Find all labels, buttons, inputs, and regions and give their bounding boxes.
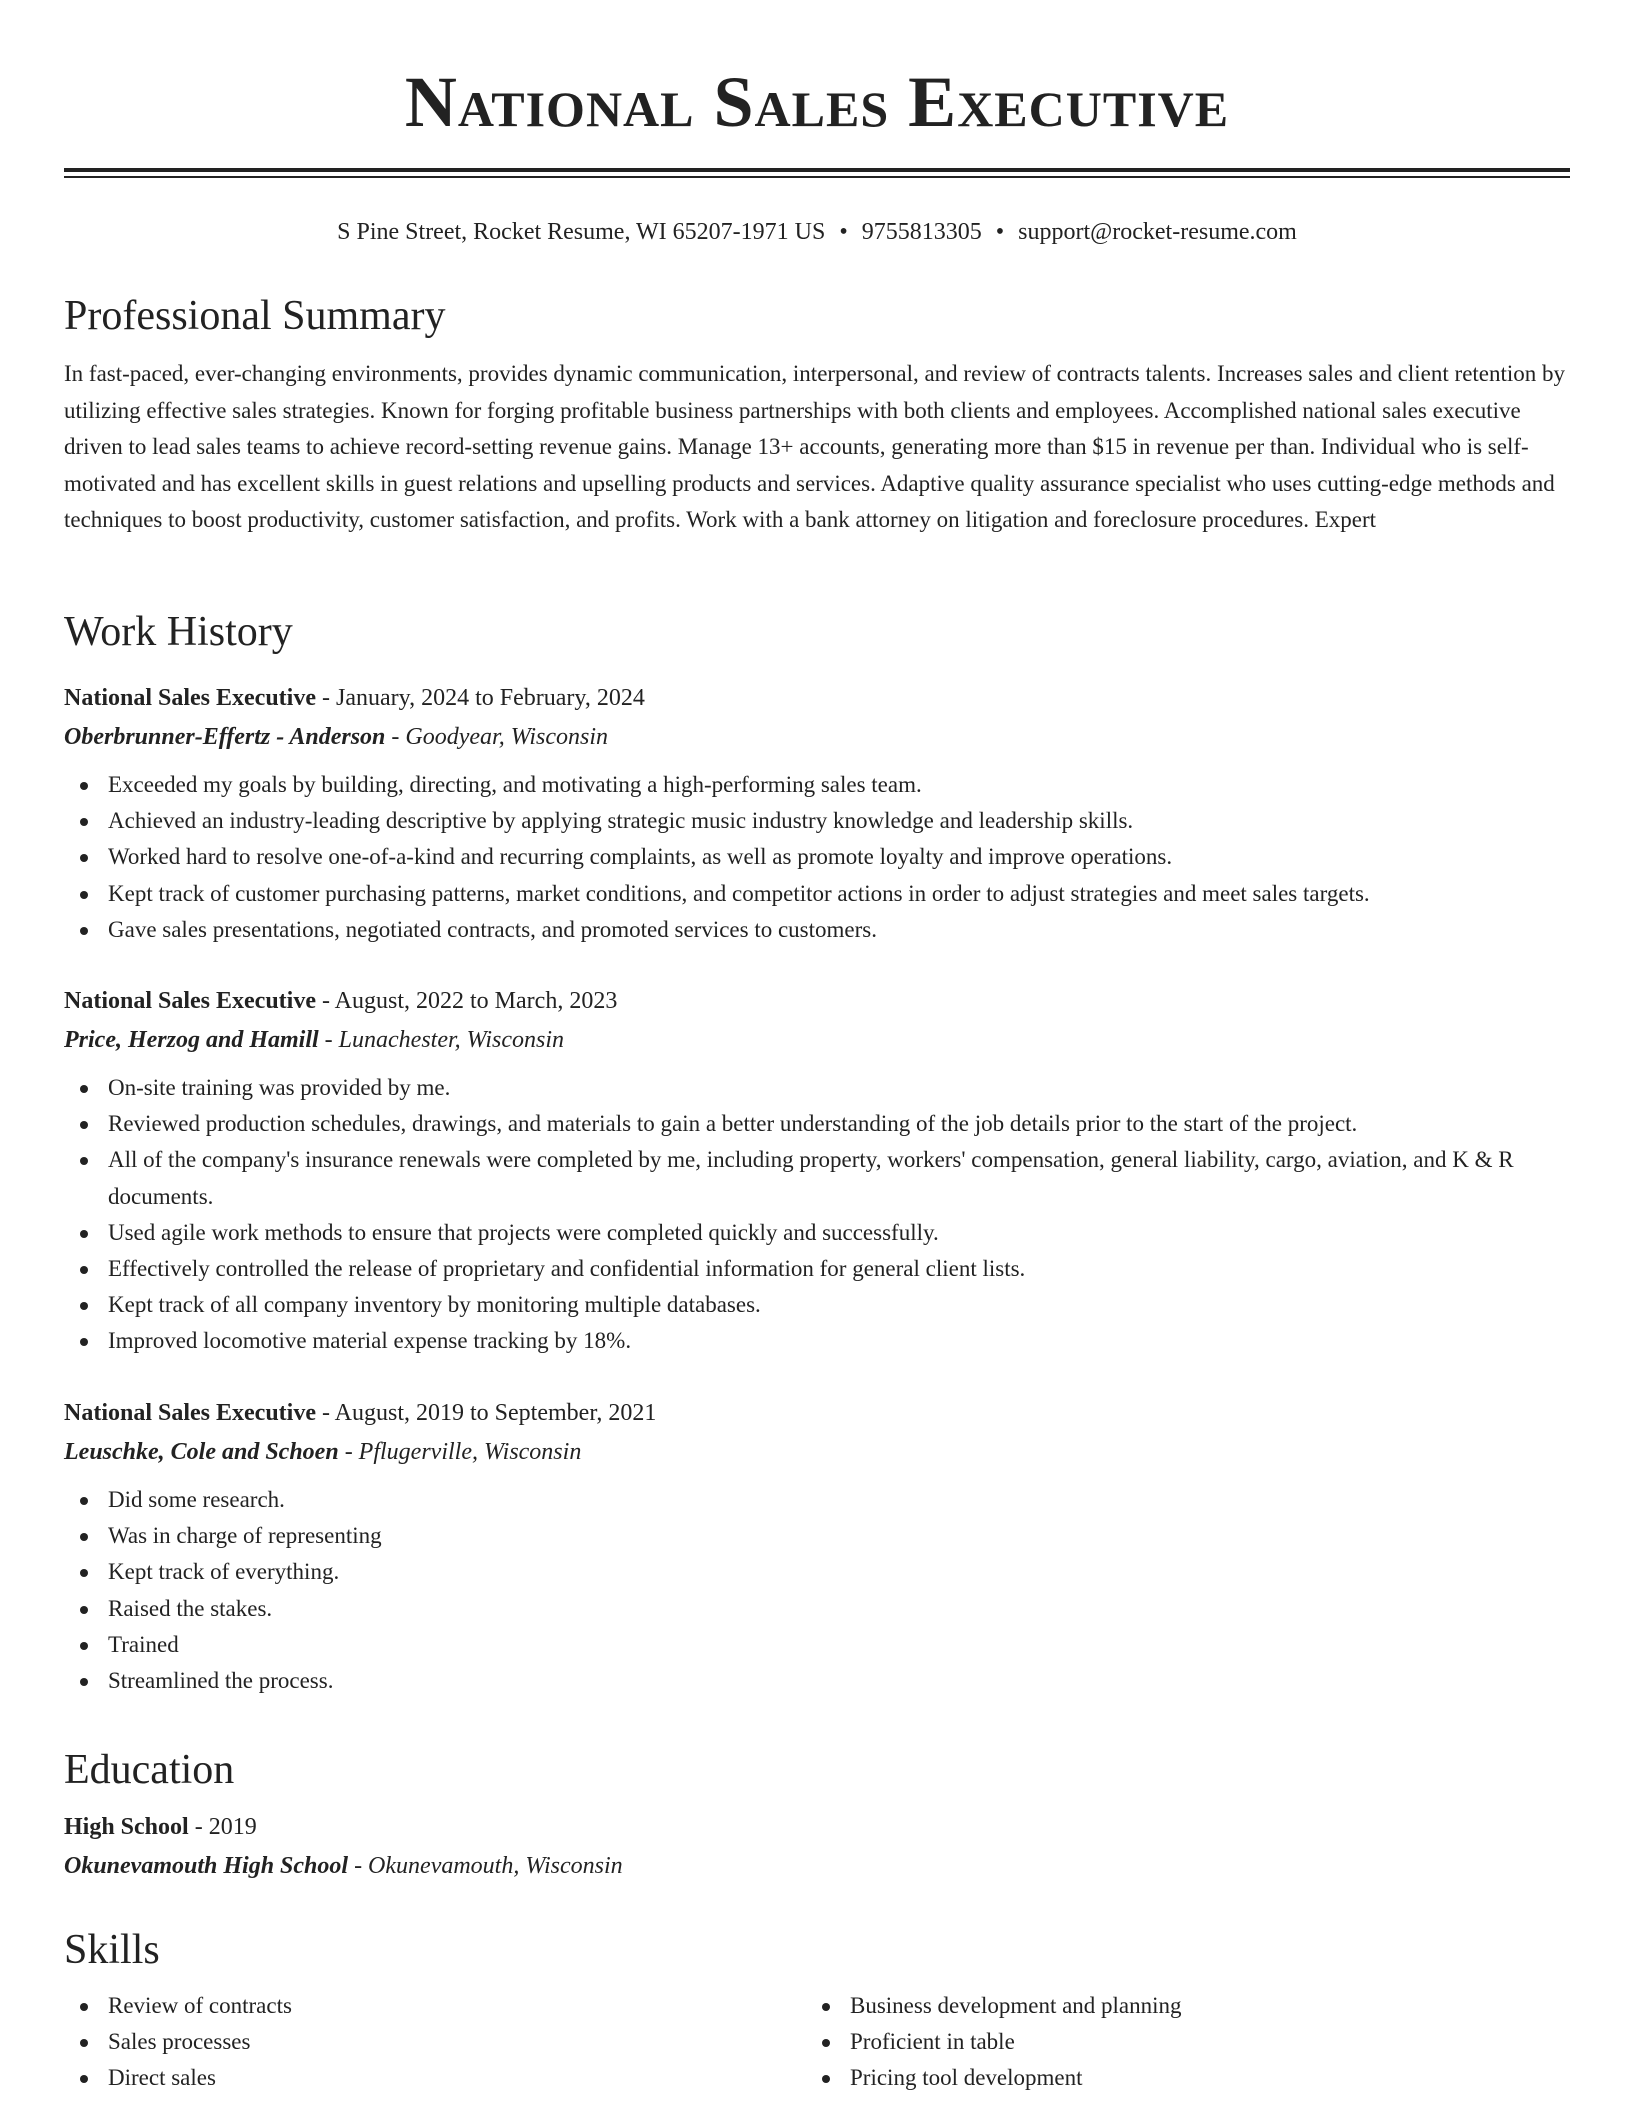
title-rule-thick	[64, 168, 1570, 172]
bullet-icon	[80, 1230, 88, 1238]
list-item: Did some research.	[64, 1482, 1570, 1518]
job-company: Price, Herzog and Hamill	[64, 1027, 319, 1053]
contact-address: S Pine Street, Rocket Resume, WI 65207-1971 US	[337, 219, 826, 245]
list-item: Trained	[64, 1627, 1570, 1663]
bullet-icon	[80, 818, 88, 826]
job-title: National Sales Executive	[64, 1400, 316, 1426]
list-item: Kept track of all company inventory by monitoring multiple databases.	[64, 1287, 1570, 1323]
job-title-line	[64, 1394, 1570, 1432]
list-item: Kept track of customer purchasing patterns, market conditions, and competitor actions in order to adjust strategies and meet sales targets.	[64, 876, 1570, 912]
education-section	[64, 1742, 1570, 1886]
job-title: National Sales Executive	[64, 988, 316, 1014]
job-bullets	[64, 767, 1570, 948]
education-degree: High School	[64, 1814, 189, 1840]
list-item: On-site training was provided by me.	[64, 1070, 1570, 1106]
job-company-line	[64, 717, 1570, 757]
bullet-icon	[80, 1642, 88, 1650]
list-item: Used agile work methods to ensure that projects were completed quickly and successfully.	[64, 1215, 1570, 1251]
bullet-icon	[80, 1157, 88, 1165]
list-item: Streamlined the process.	[64, 1663, 1570, 1699]
bullet-icon	[822, 2039, 830, 2047]
bullet-icon	[80, 1121, 88, 1129]
bullet-icon	[822, 2003, 830, 2011]
resume-title: National Sales Executive	[404, 62, 1230, 142]
contact-phone: 9755813305	[861, 219, 982, 245]
job-title: National Sales Executive	[64, 685, 316, 711]
list-item: Was in charge of representing	[64, 1518, 1570, 1554]
summary-section	[64, 288, 1570, 539]
job-title-line	[64, 679, 1570, 717]
skills-list-right	[806, 1988, 1548, 2097]
bullet-icon	[80, 1533, 88, 1541]
job-entry	[64, 1394, 1570, 1699]
summary-heading: Professional Summary	[64, 293, 446, 339]
list-item: Business development and planning	[806, 1988, 1548, 2024]
bullet-icon	[80, 782, 88, 790]
education-degree-line	[64, 1808, 1570, 1846]
list-item: Raised the stakes.	[64, 1591, 1570, 1627]
job-company: Oberbrunner-Effertz - Anderson	[64, 724, 386, 750]
job-dates: - August, 2019 to September, 2021	[316, 1400, 657, 1426]
bullet-icon	[80, 1085, 88, 1093]
list-item: All of the company's insurance renewals were completed by me, including property, workers' compensation, general liability, cargo, aviation, and K & R documents.	[64, 1142, 1570, 1214]
list-item: Proficient in table	[806, 2024, 1548, 2060]
list-item: Direct sales	[64, 2060, 806, 2096]
list-item: Kept track of everything.	[64, 1554, 1570, 1590]
list-item: Review of contracts	[64, 1988, 806, 2024]
title-rule-thin	[64, 176, 1570, 178]
list-item: Pricing tool development	[806, 2060, 1548, 2096]
job-bullets	[64, 1070, 1570, 1360]
bullet-icon	[80, 1302, 88, 1310]
bullet-icon	[822, 2075, 830, 2083]
list-item: Reviewed production schedules, drawings, and materials to gain a better understanding of the job details prior to the start of the project.	[64, 1106, 1570, 1142]
bullet-icon	[80, 2039, 88, 2047]
bullet-icon	[80, 2075, 88, 2083]
bullet-icon	[80, 927, 88, 935]
list-item: Achieved an industry-leading descriptive by applying strategic music industry knowledge and leadership skills.	[64, 803, 1570, 839]
education-year: - 2019	[188, 1814, 257, 1840]
bullet-icon	[80, 854, 88, 862]
skills-section	[64, 1922, 1570, 2097]
job-company-line	[64, 1020, 1570, 1060]
bullet-icon	[80, 1606, 88, 1614]
job-location: - Lunachester, Wisconsin	[318, 1027, 564, 1053]
education-school: Okunevamouth High School	[64, 1853, 349, 1879]
education-location: - Okunevamouth, Wisconsin	[348, 1853, 623, 1879]
job-entry	[64, 679, 1570, 948]
bullet-icon	[80, 1678, 88, 1686]
job-bullets	[64, 1482, 1570, 1699]
list-item: Worked hard to resolve one-of-a-kind and recurring complaints, as well as promote loyalty and improve operations.	[64, 839, 1570, 875]
skills-grid	[64, 1988, 1570, 2097]
job-dates: - January, 2024 to February, 2024	[316, 685, 645, 711]
contact-email: support@rocket-resume.com	[1018, 219, 1297, 245]
contact-separator: •	[839, 219, 848, 245]
work-history-heading: Work History	[64, 609, 293, 655]
job-dates: - August, 2022 to March, 2023	[316, 988, 618, 1014]
education-school-line	[64, 1846, 1570, 1886]
list-item: Effectively controlled the release of proprietary and confidential information for general client lists.	[64, 1251, 1570, 1287]
bullet-icon	[80, 1569, 88, 1577]
job-location: - Goodyear, Wisconsin	[385, 724, 609, 750]
summary-text: In fast-paced, ever-changing environments, provides dynamic communication, interpersonal, and review of contracts talents. Increases sales and client retention by utilizing effective sales strategies. Known for forging profitable business partnerships with both clients and employees. Accomplished national sales executive driven to lead sales teams to achieve record-setting revenue gains. Manage 13+ accounts, generating more than $15 in revenue per than. Individual who is self-motivated and has excellent skills in guest relations and upselling products and services. Adaptive quality assurance specialist who uses cutting-edge methods and techniques to boost productivity, customer satisfaction, and profits. Work with a bank attorney on litigation and foreclosure procedures. Expert	[64, 361, 1566, 533]
list-item: Gave sales presentations, negotiated contracts, and promoted services to customers.	[64, 912, 1570, 948]
bullet-icon	[80, 1266, 88, 1274]
job-company-line	[64, 1432, 1570, 1472]
list-item: Improved locomotive material expense tracking by 18%.	[64, 1323, 1570, 1359]
bullet-icon	[80, 891, 88, 899]
bullet-icon	[80, 1497, 88, 1505]
contact-separator: •	[995, 219, 1005, 245]
bullet-icon	[80, 1338, 88, 1346]
job-location: - Pflugerville, Wisconsin	[338, 1439, 582, 1465]
job-company: Leuschke, Cole and Schoen	[64, 1439, 339, 1465]
list-item: Sales processes	[64, 2024, 806, 2060]
bullet-icon	[80, 2003, 88, 2011]
job-title-line	[64, 982, 1570, 1020]
job-entry	[64, 982, 1570, 1360]
skills-column-left	[64, 1988, 806, 2097]
skills-list-left	[64, 1988, 806, 2097]
work-history-section	[64, 604, 1570, 660]
skills-column-right	[806, 1988, 1548, 2097]
contact-line	[64, 214, 1570, 250]
skills-heading: Skills	[64, 1927, 160, 1973]
list-item: Exceeded my goals by building, directing, and motivating a high-performing sales team.	[64, 767, 1570, 803]
education-heading: Education	[64, 1747, 235, 1793]
